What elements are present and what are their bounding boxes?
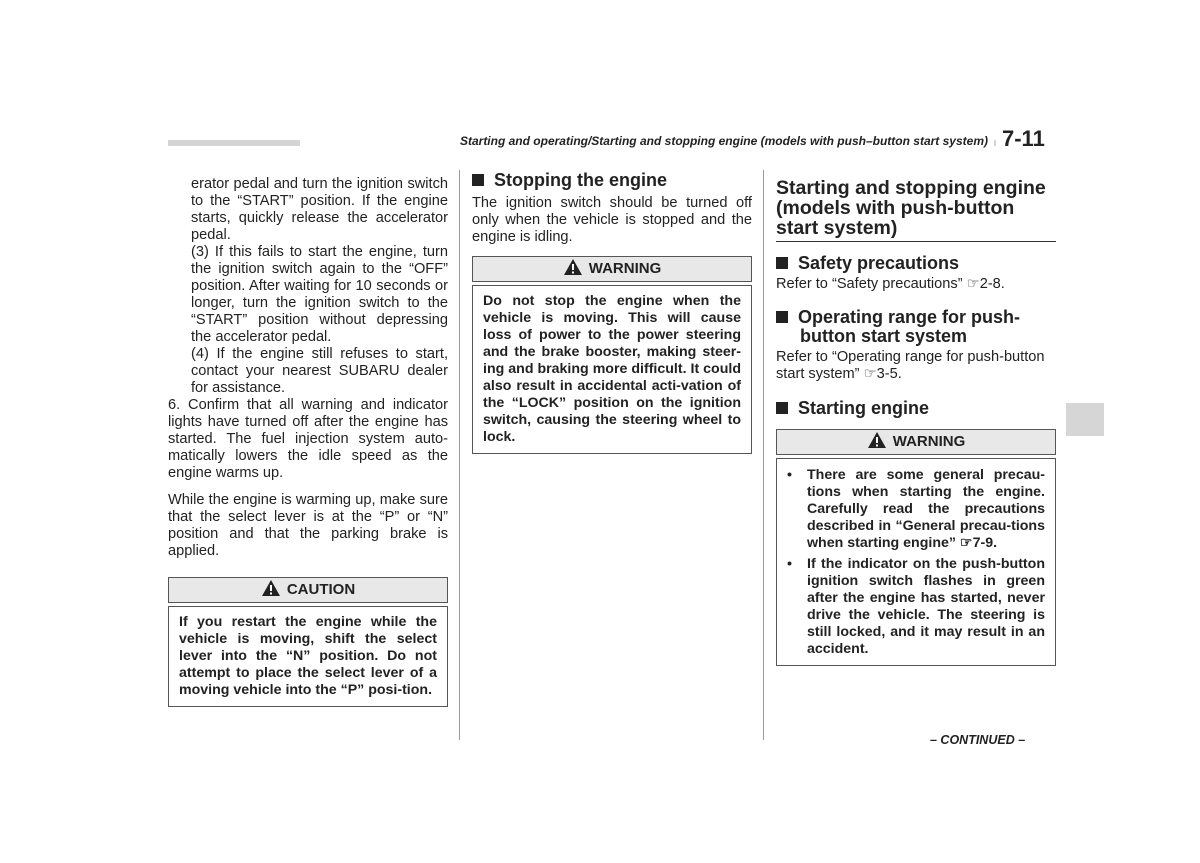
paragraph: erator pedal and turn the ignition switch to the “START” position. If the engine starts, quickly release the accelerator pedal. [191, 176, 448, 243]
square-bullet-icon [776, 402, 788, 414]
warning-triangle-icon [563, 258, 583, 276]
step-4: (4) If the engine still refuses to start, contact your nearest SUBARU dealer for assistance. [191, 346, 448, 396]
warning-text: Do not stop the engine when the vehicle is moving. This will cause loss of power to the power steering and the brake booster, making steer-ing and braking more difficult. It could also result in accidental acti-vation of the “LOCK” position on the ignition switch, causing the steering wheel to lock. [483, 293, 741, 445]
section-heading: Stopping the engine [472, 171, 752, 190]
warning-header [776, 429, 1056, 455]
warning-header [472, 256, 752, 282]
reference-text: Refer to “Safety precautions” ☞2-8. [776, 276, 1005, 292]
page-number: 7-11 [1002, 126, 1045, 151]
section-heading: Starting engine [776, 399, 1056, 418]
section-heading: Operating range for push-button start system [776, 308, 1056, 346]
column-2 [472, 171, 752, 454]
paragraph: The ignition switch should be turned off only when the vehicle is stopped and the engine is idling. [472, 195, 752, 245]
column-divider-2 [763, 170, 764, 740]
title-rule [776, 241, 1056, 242]
warning-triangle-icon [867, 431, 887, 449]
column-1 [168, 176, 448, 707]
warning-triangle-icon [261, 579, 281, 597]
warning-box [472, 256, 752, 454]
column-3 [776, 178, 1056, 666]
caution-box [168, 577, 448, 707]
warning-label: WARNING [892, 433, 966, 450]
warning-label: WARNING [588, 260, 662, 277]
column-divider-1 [459, 170, 460, 740]
section-heading: Safety precautions [776, 254, 1056, 273]
caution-label: CAUTION [286, 581, 356, 598]
warning-box [776, 429, 1056, 666]
step-6: 6. Confirm that all warning and indicator lights have turned off after the engine has started. The fuel injection system auto-matically lowers the idle speed as the engine warms up. [168, 397, 448, 481]
step-3: (3) If this fails to start the engine, turn the ignition switch again to the “OFF” position. After waiting for 10 seconds or longer, turn the ignition switch to the “START” position without depressing the accelerator pedal. [191, 244, 448, 345]
square-bullet-icon [776, 311, 788, 323]
list-item: • There are some general precau-tions when starting the engine. Carefully read the precautions described in “General precau-tions when starting engine” ☞7-9. [787, 467, 1045, 551]
square-bullet-icon [472, 174, 484, 186]
square-bullet-icon [776, 257, 788, 269]
chapter-section-title: Starting and stopping engine (models with push-button start system) [776, 177, 1046, 239]
running-header: Starting and operating/Starting and stopping engine (models with push–button start system) [300, 134, 994, 148]
continued-label: – CONTINUED – [930, 733, 1026, 747]
reference-text: Refer to “Operating range for push-button start system” ☞3-5. [776, 349, 1045, 382]
list-item: • If the indicator on the push-button ignition switch flashes in green after the engine has started, never drive the vehicle. The steering is still locked, and it may result in an accident. [787, 556, 1045, 657]
caution-text: If you restart the engine while the vehicle is moving, shift the select lever into the “N” position. Do not attempt to place the select lever of a moving vehicle into the “P” posi-tion. [179, 614, 437, 698]
paragraph: While the engine is warming up, make sure that the select lever is at the “P” or “N” position and that the parking brake is applied. [168, 492, 448, 559]
chapter-tab [1066, 403, 1104, 436]
caution-header [168, 577, 448, 603]
